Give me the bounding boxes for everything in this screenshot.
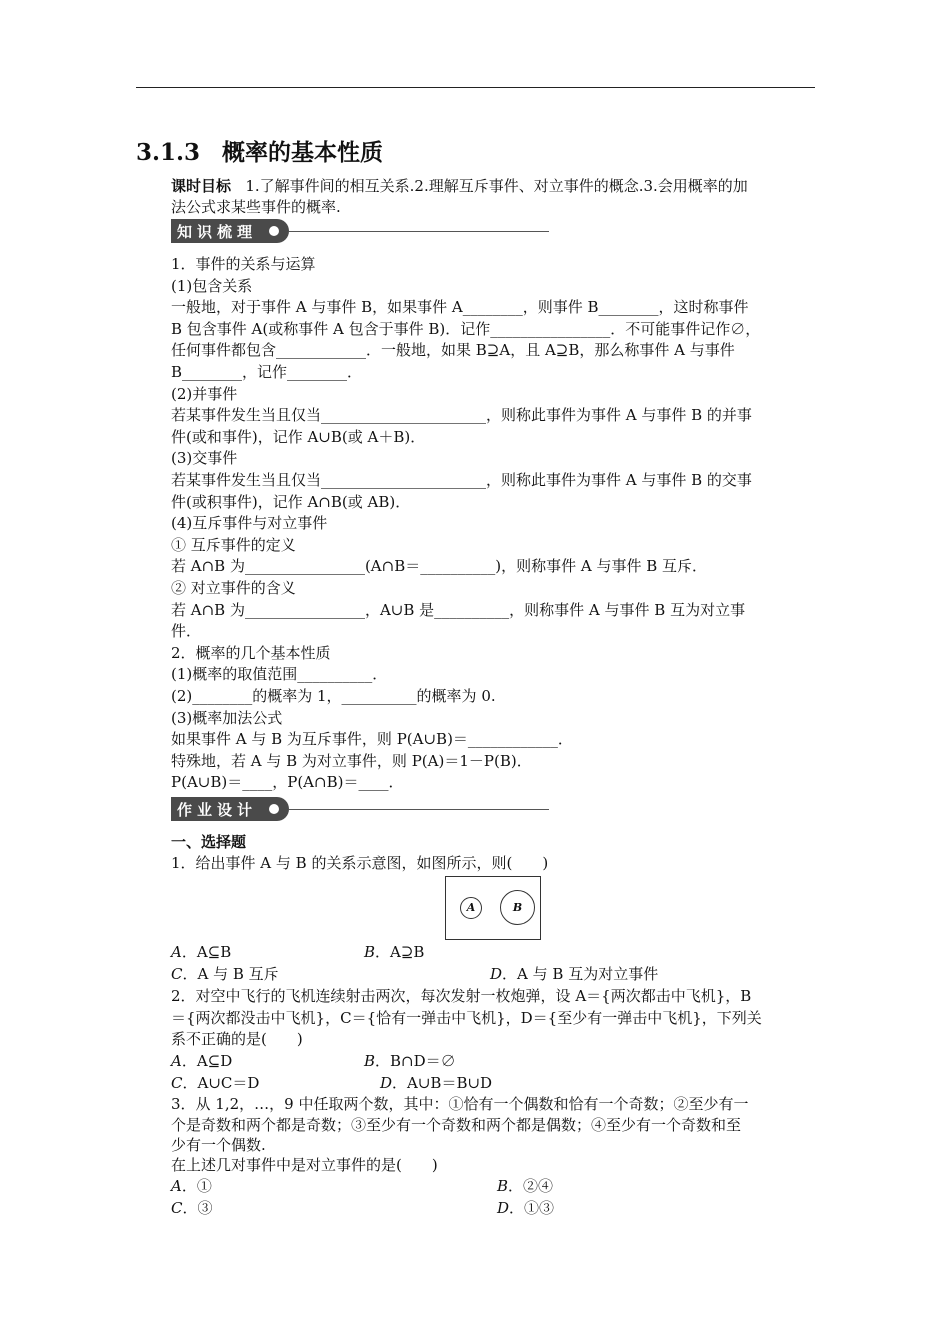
q2-line-3: 系不正确的是( ) (171, 1030, 303, 1048)
knowledge-line: ① 互斥事件的定义 (171, 535, 296, 554)
q3-option-d: D．①③ (497, 1199, 555, 1217)
knowledge-line: B________，记作________． (171, 363, 363, 381)
q3-option-a: A．① (171, 1177, 212, 1195)
q3-line-1: 3．从 1,2，…，9 中任取两个数，其中：①恰有一个偶数和恰有一个奇数；②至少有一 (171, 1095, 749, 1113)
banner-homework-label: 作业设计 (177, 801, 258, 819)
knowledge-line: (1)包含关系 (171, 276, 253, 295)
knowledge-line: 如果事件 A 与 B 为互斥事件，则 P(A∪B)＝____________． (171, 730, 573, 749)
q2-option-d: D．A∪B＝B∪D (380, 1074, 493, 1092)
q2-line-1: 2．对空中飞行的飞机连续射击两次，每次发射一枚炮弹，设 A＝{两次都击中飞机}，B (171, 987, 752, 1005)
knowledge-line: ② 对立事件的含义 (171, 579, 296, 597)
q3-line-4: 在上述几对事件中是对立事件的是( ) (171, 1156, 438, 1174)
section-number: 3.1.3 (136, 139, 201, 166)
knowledge-line: B 包含事件 A(或称事件 A 包含于事件 B)．记作________________．不可能事件记作∅， (171, 319, 761, 338)
q2-option-a: A．A⊆D (171, 1052, 233, 1070)
q2-option-c: C．A∪C＝D (171, 1074, 260, 1092)
circle-b: B (500, 890, 535, 925)
knowledge-line: 1．事件的关系与运算 (171, 255, 316, 273)
q1-option-d: D．A 与 B 互为对立事件 (490, 965, 659, 983)
knowledge-line: 若某事件发生当且仅当______________________，则称此事件为事件 A 与事件 B 的交事 (171, 471, 752, 489)
section-title: 概率的基本性质 (222, 139, 384, 166)
knowledge-line: (3)概率加法公式 (171, 708, 283, 727)
banner-dot-icon (269, 804, 279, 814)
banner-rule (289, 231, 549, 232)
venn-figure (445, 876, 541, 940)
q2-option-b: B．B∩D＝∅ (364, 1052, 456, 1070)
knowledge-line: 件(或和事件)，记作 A∪B(或 A＋B)． (171, 427, 426, 446)
q3-line-3: 少有一个偶数. (171, 1136, 266, 1154)
knowledge-line: 特殊地，若 A 与 B 为对立事件，则 P(A)＝1－P(B)． (171, 751, 532, 770)
knowledge-line: (3)交事件 (171, 449, 238, 468)
q1-option-c: C．A 与 B 互斥 (171, 965, 279, 983)
knowledge-line: 若 A∩B 为________________，A∪B 是__________，则称事件 A 与事件 B 互为对立事 (171, 600, 746, 619)
q2-line-2: ＝{两次都没击中飞机}，C＝{恰有一弹击中飞机}，D＝{至少有一弹击中飞机}，下列关 (171, 1009, 762, 1027)
q1-option-b: B．A⊇B (364, 943, 425, 961)
knowledge-line: (4)互斥事件与对立事件 (171, 514, 328, 533)
q1-option-a: A．A⊆B (171, 943, 232, 961)
goals-label: 课时目标 (171, 177, 232, 195)
q1-stem: 1．给出事件 A 与 B 的关系示意图，如图所示，则( ) (171, 854, 549, 872)
knowledge-line: 任何事件都包含____________．一般地，如果 B⊇A，且 A⊇B，那么称事件 A 与事件 (171, 341, 735, 360)
goals-line-2: 法公式求某些事件的概率. (171, 198, 341, 216)
banner-knowledge-label: 知识梳理 (177, 223, 258, 241)
knowledge-line: P(A∪B)＝____，P(A∩B)＝____． (171, 773, 404, 792)
goals-line-1 (171, 176, 748, 197)
knowledge-line: 件． (171, 622, 202, 641)
knowledge-line: (2)并事件 (171, 384, 238, 403)
knowledge-line: 一般地，对于事件 A 与事件 B，如果事件 A________，则事件 B________，这时称事件 (171, 298, 749, 317)
q3-option-b: B．②④ (497, 1177, 554, 1195)
knowledge-line: 若 A∩B 为________________(A∩B＝__________)，则称事件 A 与事件 B 互斥． (171, 557, 708, 576)
q3-line-2: 个是奇数和两个都是奇数；③至少有一个奇数和两个都是偶数；④至少有一个奇数和至 (171, 1116, 742, 1134)
knowledge-line: (2)________的概率为 1，__________的概率为 0. (171, 687, 496, 705)
knowledge-line: 件(或积事件)，记作 A∩B(或 AB)． (171, 492, 411, 511)
knowledge-line: 2．概率的几个基本性质 (171, 643, 331, 662)
exercise-heading: 一、选择题 (171, 833, 247, 851)
banner-dot-icon (269, 226, 279, 236)
knowledge-line: (1)概率的取值范围__________． (171, 665, 388, 684)
top-rule (136, 87, 815, 88)
banner-rule (289, 809, 549, 810)
q3-option-c: C．③ (171, 1199, 213, 1217)
knowledge-line: 若某事件发生当且仅当______________________，则称此事件为事件 A 与事件 B 的并事 (171, 406, 752, 425)
goals-text-1: 1.了解事件间的相互关系.2.理解互斥事件、对立事件的概念.3.会用概率的加 (245, 177, 748, 195)
page-title (136, 134, 383, 167)
circle-a: A (460, 897, 482, 919)
